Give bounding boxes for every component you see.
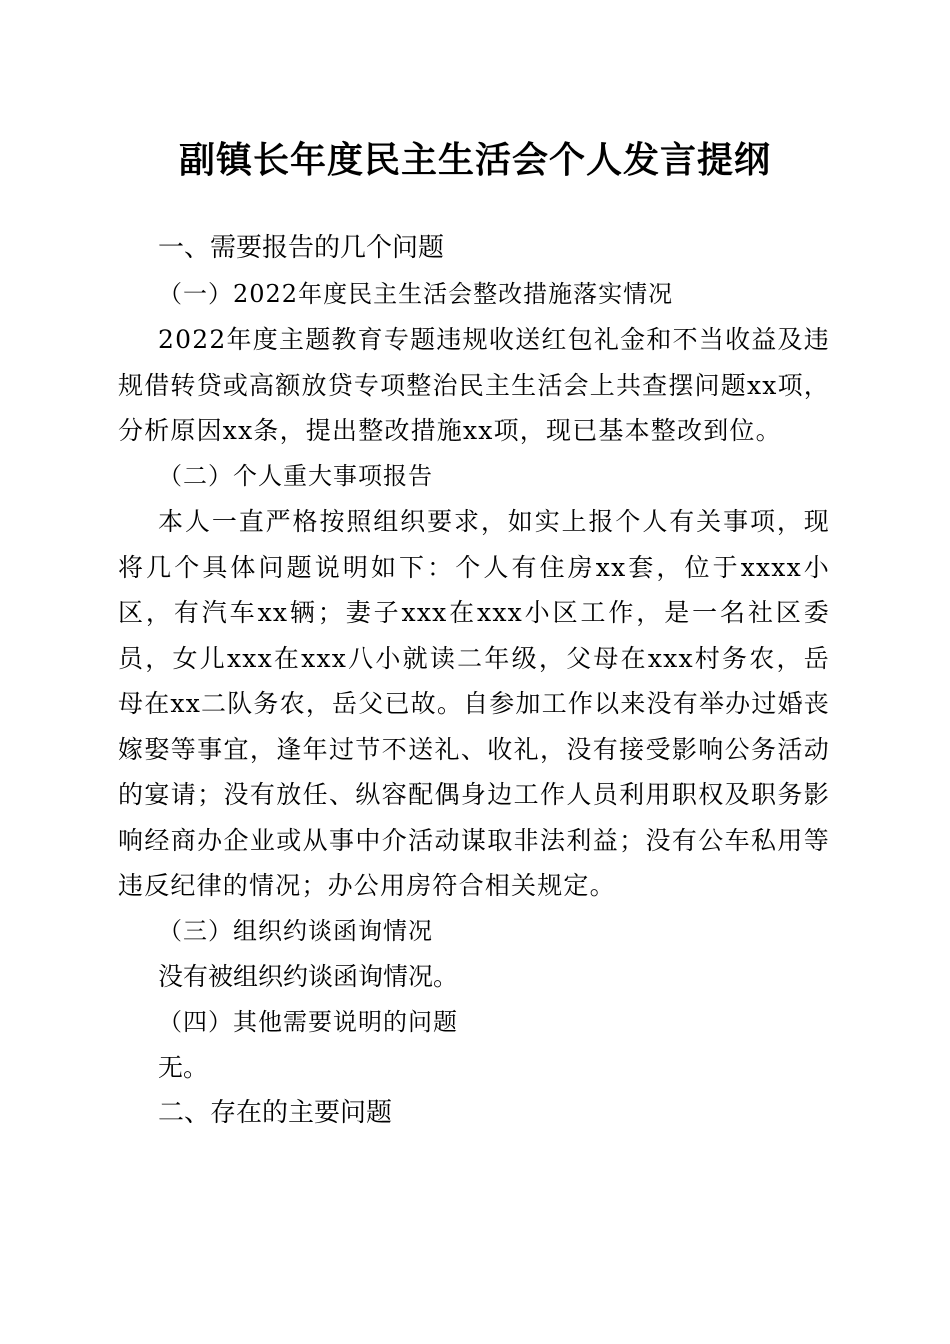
subsection-body-4: 无。 (158, 1053, 209, 1082)
subsection-body-2: 本人一直严格按照组织要求，如实上报个人有关事项，现将几个具体问题说明如下：个人有住房xx套，位于xxxx小区，有汽车xx辆；妻子xxx在xxx小区工作，是一名社区委员，女儿xxx在xxx八小就读二年级，父母在xxx村务农，岳母在xx二队务农，岳父已故。自参加工作以来没有举办过婚丧嫁娶等事宜，逢年过节不送礼、收礼，没有接受影响公务活动的宴请；没有放任、纵容配偶身边工作人员利用职权及职务影响经商办企业或从事中介活动谋取非法利益；没有公车私用等违反纪律的情况；办公用房符合相关规定。 (118, 507, 830, 900)
subsection-heading-1: （一）2022年度民主生活会整改措施落实情况 (158, 279, 674, 308)
section-heading-1: 一、需要报告的几个问题 (158, 233, 445, 263)
subsection-heading-2: （二）个人重大事项报告 (158, 461, 433, 490)
subsection-body-1: 2022年度主题教育专题违规收送红包礼金和不当收益及违规借转贷或高额放贷专项整治民主生活会上共查摆问题xx项，分析原因xx条，提出整改措施xx项，现已基本整改到位。 (118, 325, 830, 445)
subsection-heading-3: （三）组织约谈函询情况 (158, 916, 433, 945)
subsection-body-3: 没有被组织约谈函询情况。 (158, 962, 459, 991)
subsection-heading-4: （四）其他需要说明的问题 (158, 1007, 458, 1036)
page-title: 副镇长年度民主生活会个人发言提纲 (178, 139, 771, 181)
document-body (118, 226, 830, 1136)
section-heading-2: 二、存在的主要问题 (158, 1097, 393, 1128)
